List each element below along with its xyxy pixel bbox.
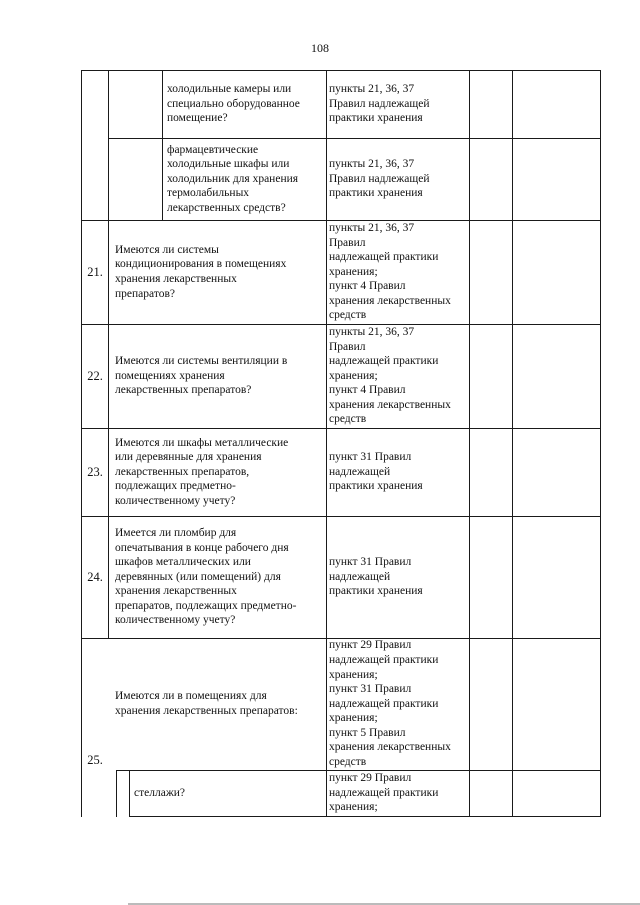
question-cell: Имеются ли системы кондиционирования в помещениях хранения лекарственных препаратов? <box>115 243 287 300</box>
reference-cell: пункты 21, 36, 37 Правил надлежащей практики хранения <box>329 158 430 200</box>
question-cell: стеллажи? <box>134 786 186 799</box>
reference-cell: пункт 31 Правил надлежащей практики хранения <box>329 451 423 493</box>
reference-cell: пункт 29 Правил надлежащей практики хранения; <box>329 772 439 814</box>
reference-cell: пункт 29 Правил надлежащей практики хранения; пункт 31 Правил надлежащей практики хранения; пункт 5 Правил хранения лекарственных средств <box>329 639 451 769</box>
question-cell: Имеются ли шкафы металлические или деревянные для хранения лекарственных препаратов, подлежащих предметно- количественному учету? <box>115 436 289 507</box>
question-cell: холодильные камеры или специально оборудованное помещение? <box>167 83 300 125</box>
row-number: 25. <box>87 753 103 768</box>
question-cell: Имеется ли пломбир для опечатывания в конце рабочего дня шкафов металлических или деревянных (или помещений) для хранения лекарственных препаратов, подлежащих предметно- количественному учету? <box>115 526 297 627</box>
row-number: 24. <box>87 569 103 584</box>
reference-cell: пункты 21, 36, 37 Правил надлежащей практики хранения <box>329 83 430 125</box>
row-number: 23. <box>87 464 103 479</box>
reference-cell: пункты 21, 36, 37 Правил надлежащей практики хранения; пункт 4 Правил хранения лекарственных средств <box>329 325 451 426</box>
question-cell: Имеются ли в помещениях для хранения лекарственных препаратов: <box>115 690 298 717</box>
row-number: 21. <box>87 264 103 279</box>
page-number: 108 <box>311 41 329 55</box>
reference-cell: пункт 31 Правил надлежащей практики хранения <box>329 556 423 598</box>
reference-cell: пункты 21, 36, 37 Правил надлежащей практики хранения; пункт 4 Правил хранения лекарственных средств <box>329 221 451 322</box>
question-cell: фармацевтические холодильные шкафы или холодильник для хранения термолабильных лекарственных средств? <box>167 143 299 214</box>
question-cell: Имеются ли системы вентиляции в помещениях хранения лекарственных препаратов? <box>115 355 288 397</box>
row-number: 22. <box>87 368 103 383</box>
